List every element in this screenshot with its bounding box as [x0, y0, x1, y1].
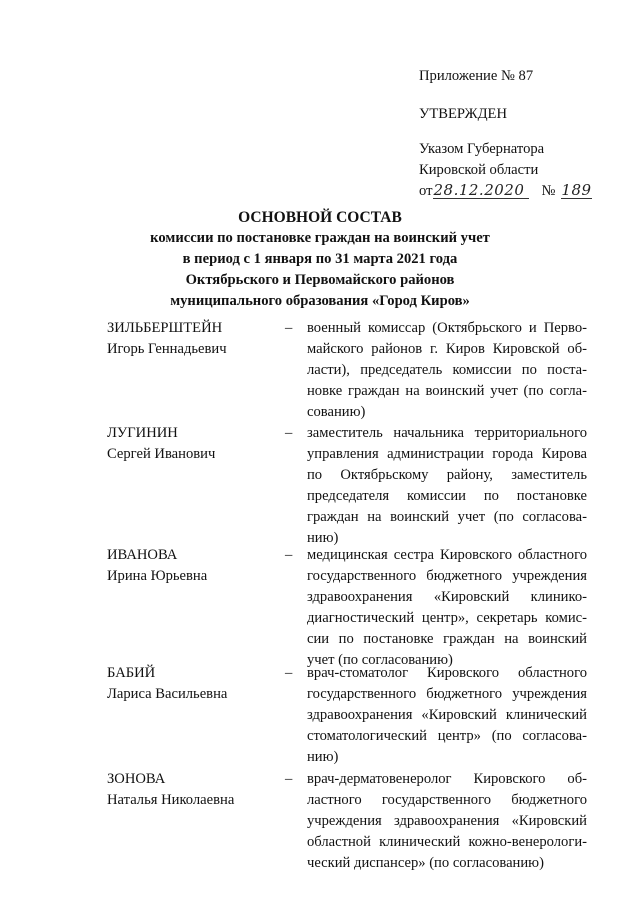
member-role	[307, 318, 587, 423]
role-line: учет (по согласованию)	[307, 652, 453, 668]
role-line: ласти), председатель комиссии по поста-	[307, 362, 587, 378]
member-given-names: Наталья Николаевна	[107, 792, 235, 808]
handwritten-number: 189	[561, 181, 592, 199]
role-line: стоматологический центр» (по согласова-	[307, 728, 587, 744]
member-name	[107, 663, 227, 705]
role-line: врач-стоматолог Кировского областного	[307, 665, 587, 681]
role-line: нию)	[307, 530, 339, 546]
member-name	[107, 545, 207, 587]
handwritten-date: 28.12.2020	[433, 182, 529, 199]
member-name	[107, 423, 215, 465]
appendix-number	[419, 66, 533, 87]
dash-separator: –	[285, 665, 293, 681]
member-role	[307, 663, 587, 768]
member-given-names: Ирина Юрьевна	[107, 568, 208, 584]
role-line: управления администрации города Кирова	[307, 446, 587, 462]
member-name	[107, 318, 227, 360]
approved-label: УТВЕРЖДЕН	[419, 106, 507, 122]
document-title	[0, 207, 640, 312]
role-line: государственного бюджетного учреждения	[307, 686, 587, 702]
role-line: граждан на воинский учет (по согласова-	[307, 509, 587, 525]
member-surname: ЛУГИНИН	[107, 425, 178, 441]
role-line: нию)	[307, 749, 339, 765]
role-line: майского районов г. Киров Кировской об-	[307, 341, 587, 357]
title-line-1: комиссии по постановке граждан на воинский учет	[150, 230, 490, 246]
member-surname: ЗОНОВА	[107, 771, 166, 787]
role-line: медицинская сестра Кировского областного	[307, 547, 587, 563]
role-line: ческий диспансер» (по согласованию)	[307, 855, 544, 871]
decree-reference	[419, 139, 592, 202]
appendix-label: Приложение № 87	[419, 68, 534, 84]
role-line: здравоохранения «Кировский клинико-	[307, 589, 587, 605]
dash-separator: –	[285, 771, 293, 787]
date-prefix: от	[419, 183, 433, 199]
member-name	[107, 769, 234, 811]
role-line: государственного бюджетного учреждения	[307, 568, 587, 584]
member-surname: ЗИЛЬБЕРШТЕЙН	[107, 320, 223, 336]
role-line: новке граждан на воинский учет (по согла-	[307, 383, 587, 399]
member-surname: ИВАНОВА	[107, 547, 178, 563]
member-given-names: Лариса Васильевна	[107, 686, 228, 702]
title-main: ОСНОВНОЙ СОСТАВ	[238, 209, 402, 226]
decree-line-2: Кировской области	[419, 162, 539, 178]
member-role	[307, 769, 587, 874]
role-line: сованию)	[307, 404, 366, 420]
title-line-4: муниципального образования «Город Киров»	[170, 293, 470, 309]
member-role	[307, 423, 587, 549]
role-line: областной клинический кожно-венерологи-	[307, 834, 587, 850]
member-given-names: Игорь Геннадьевич	[107, 341, 227, 357]
role-line: военный комиссар (Октябрьского и Перво-	[307, 320, 587, 336]
role-line: председателя комиссии по постановке	[307, 488, 587, 504]
member-role	[307, 545, 587, 671]
title-line-2: в период с 1 января по 31 марта 2021 года	[182, 251, 458, 267]
approval-stamp	[419, 104, 507, 125]
role-line: врач-дерматовенеролог Кировского об-	[307, 771, 587, 787]
member-given-names: Сергей Иванович	[107, 446, 216, 462]
role-line: сии по постановке граждан на воинский	[307, 631, 587, 647]
number-sign: №	[541, 183, 556, 199]
role-line: здравоохранения «Кировский клинический	[307, 707, 587, 723]
decree-line-1: Указом Губернатора	[419, 141, 545, 157]
dash-separator: –	[285, 425, 293, 441]
decree-date-row	[419, 181, 592, 202]
title-line-3: Октябрьского и Первомайского районов	[185, 272, 455, 288]
dash-separator: –	[285, 320, 293, 336]
role-line: заместитель начальника территориального	[307, 425, 587, 441]
member-surname: БАБИЙ	[107, 665, 156, 681]
role-line: по Октябрьскому району, заместитель	[307, 467, 587, 483]
dash-separator: –	[285, 547, 293, 563]
role-line: диагностический центр», секретарь комис-	[307, 610, 587, 626]
role-line: ластного государственного бюджетного	[307, 792, 587, 808]
role-line: учреждения здравоохранения «Кировский	[307, 813, 587, 829]
